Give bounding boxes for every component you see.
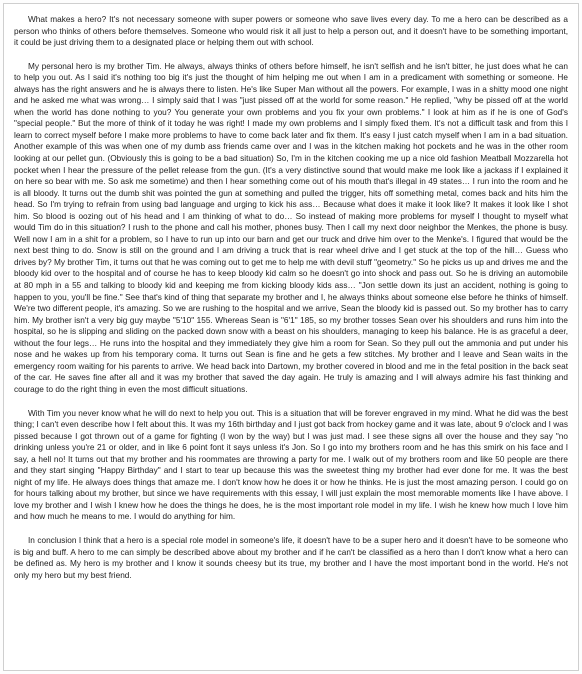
essay-body	[14, 14, 568, 581]
essay-paragraph-intro: What makes a hero? It's not necessary someone with super powers or someone who save lives every day. To me a hero can be described as a person who thinks of others before themselves. Someone who would risk it all just to help a person out, and it doesn't have to be something important, it could be just driving them to a designated place or helping them out with school.	[14, 15, 568, 48]
essay-paragraph-birthday: With Tim you never know what he will do next to help you out. This is a situation that will be forever engraved in my mind. What he did was the best thing; I can't even describe how I felt about this. It was my 16th birthday and I just got back from hockey game and it was late, about 9 o'clock and I was pissed because I got thrown out of a game for fighting (I won by the way) but I was just mad. I see these signs all over the house and they say "no drinking unless you're 21 or older, and in like 6 point font it says unless it's Jon. So I go into my brothers room and he has this smirk on his face and I say, a hell no! It turns out that my brother and his roommates are throwing a party for me. I walk out of my brothers room and like 50 people are there and they start singing "Happy Birthday" and I start to tear up because this was the sweetest thing my brother had ever done for me. It was the best night of my life. He always does things that amaze me. I don't know how he does it or how he thinks. He is just the most amazing person. I could go on for hours talking about my brother, but since we have requirements with this essay, I will just explain the most memorable moments like I have above. I love my brother and I wish I knew how he does the things he does, he is the most important role model in my life. I wish he knew how much I love him and how much he means to me. I would do anything for him.	[14, 408, 568, 522]
essay-paragraph-hero-story: My personal hero is my brother Tim. He always, always thinks of others before himself, he isn't selfish and he isn't bitter, he just does what he can to help you out. As I said it's nothing too big it's just the thought of him helping me out when I am in a predicament with something or someone. He always has the right answers and he is always there to listen. He's like Super Man without all the powers. For example, I was in a shitty mood one night and he asked me what was wrong… I simply said that I was "just pissed off at the world for some reason." He replied, "why be pissed off at the world when the world has done nothing to you? You generate your own problems and you fix your own problems." I look at him as if he is one of God's "special people." But the more of think of it today he was right! I made my own problems and I simply fixed them. It's not a difficult task and from this I learn to correct myself before I make more problems to have to come back later and fix them. It's easy I just catch myself when I am in a bad situation. Another example of this was when one of my dumb ass friends came over and I was in the kitchen making hot pockets and he was in the other room looking at our pellet gun. (Obviously this is going to be a bad situation) So, I'm in the kitchen cooking me up a nice old fashion Meatball Mozzarella hot pocket when I hear the pressure of the pellet release from the gun. (It's a very distinctive sound that would make me look like a jackass if I explained it on here so bear with me. So ask me sometime) and then I hear something come out of his mouth that's illegal in 49 states… I run into the room and he is all bloody. It turns out the dumb shit was pointed the gun at something and pulled the trigger, hits off something metal, comes back and hits him the head. So I'm trying to refrain from using bad language and urging to kick his ass… Because what does it make it look like? It makes it look like I shot him. So blood is oozing out of his head and I am thinking of what to do… So instead of making more problems for myself I thought to myself what would Tim do in this situation? I rush to the phone and call his mother, phones busy. Then I call my next door neighbor the Menkes, the phone is busy. Well now I am in a shit for a problem, so I have to run up into our barn and get our truck and drive him over to the Menke's. I figured that would be the next best thing to do. Snow is still on the ground and I am driving a truck that is rear wheel drive and I get stuck at the top of the hill… Guess who drives by? My brother Tim, it turns out that he was coming out to get me to help me with devil stuff "geometry." So he picks us up and drives me and the bloody kid over to the hospital and of course he has to keep bloody kid calm so he doesn't go into shock and pass out. So he is driving an automobile at 80 mph in a 55 and talking to bloody kid and keeping me from kicking bloody kids ass… "Jon settle down its just an accident, nothing is going to happen to you, you'll be fine." See that's kind of thing that separate my brother and I, he always thinks about someone else before he thinks of himself. We're two different people, it's amazing. So we are rushing to the hospital and we arrive, Sean the bloody kid is passed out. So my brother has to carry him. My brother isn't a very big guy maybe "5'10" 155. Whereas Sean is "6'1" 185, so my brother tosses Sean over his shoulders and runs him into the hospital, so he is slipping and sliding on the packed down snow with a beast on his shoulders, managing to keep his balance. He is as graceful a deer, without the four legs… He runs into the hospital and they immediately they give him a room for Sean. So they pull out the ammonia and put under his nose and he wakes up from his temporary coma. It turns out Sean is fine and he gets a few stitches. My brother and I leave and Sean waits in the emergency room waiting for his parents to arrive. We head back into Dartown, my brother covered in blood and me in the fetal position in the back seat of the car. He saves fine after all and it was my brother that saved the day again. He truly is amazing and I will always admire his fast thinking and courage to do the right thing in even the most difficult situations.	[14, 61, 568, 394]
essay-paragraph-conclusion: In conclusion I think that a hero is a special role model in someone's life, it doesn't have to be a super hero and it doesn't have to be someone who is big and buff. A hero to me can simply be described above about my brother and if he can't be classified as a hero than I don't know what a hero can be defined as. My hero is my brother and I know it sounds cheesy but its true, my brother and I have the most important bond in the world. He's not only my hero but my best friend.	[14, 535, 568, 580]
